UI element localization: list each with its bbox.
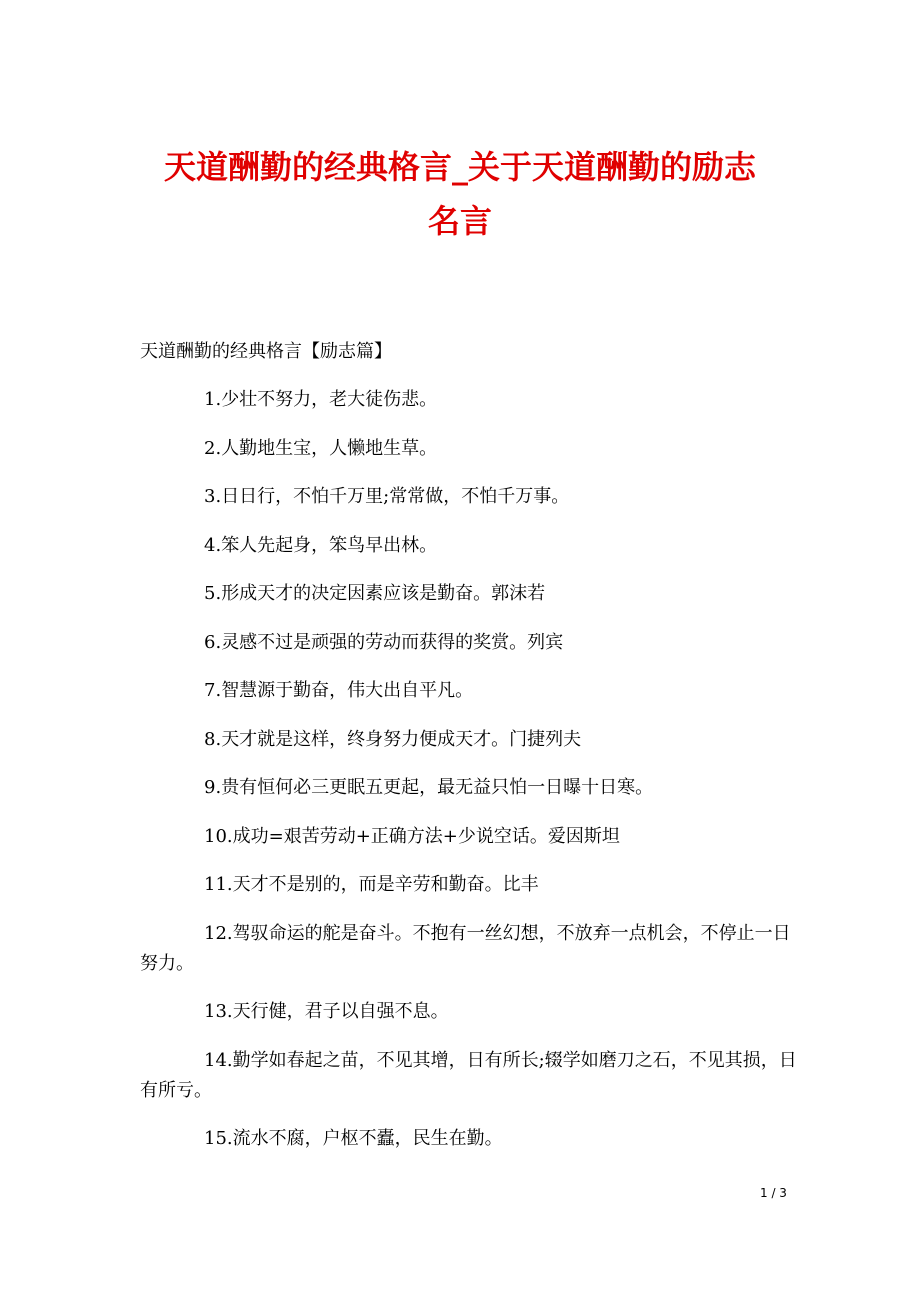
quote-list (140, 385, 800, 1173)
title-line-1: 天道酬勤的经典格言_关于天道酬勤的励志 (163, 148, 756, 186)
quote-item (140, 1124, 800, 1154)
quote-text: 天才不是别的，而是辛劳和勤奋。比丰 (232, 874, 539, 895)
quote-text: 勤学如春起之苗，不见其增，日有所长;辍学如磨刀之石，不见其损，日有所亏。 (140, 1049, 797, 1101)
quote-text: 智慧源于勤奋，伟大出自平凡。 (221, 680, 474, 701)
quote-number: 13. (204, 1001, 233, 1022)
quote-item (140, 773, 800, 803)
quote-item (140, 579, 800, 609)
quote-text: 流水不腐，户枢不蠹，民生在勤。 (232, 1128, 503, 1149)
quote-number: 9. (204, 777, 222, 798)
quote-text: 少壮不努力，老大徒伤悲。 (221, 389, 438, 410)
quote-number: 5. (204, 583, 222, 604)
quote-text: 笨人先起身，笨鸟早出林。 (221, 534, 438, 556)
quote-number: 8. (204, 728, 222, 750)
quote-item (140, 1046, 800, 1106)
quote-item (140, 434, 800, 464)
quote-item (140, 725, 800, 755)
quote-number: 4. (204, 534, 222, 556)
quote-text: 灵感不过是顽强的劳动而获得的奖赏。列宾 (221, 631, 564, 653)
quote-item (140, 676, 800, 706)
quote-text: 驾驭命运的舵是奋斗。不抱有一丝幻想，不放弃一点机会，不停止一日努力。 (140, 922, 791, 974)
quote-item (140, 997, 800, 1027)
quote-item (140, 919, 800, 979)
quote-number: 3. (204, 486, 222, 507)
quote-item (140, 482, 800, 512)
quote-item (140, 870, 800, 900)
quote-text: 形成天才的决定因素应该是勤奋。郭沫若 (221, 583, 546, 604)
quote-text: 天行健，君子以自强不息。 (232, 1001, 449, 1022)
quote-number: 1. (204, 389, 222, 410)
quote-item (140, 822, 800, 852)
quote-text: 人勤地生宝，人懒地生草。 (221, 437, 438, 459)
quote-number: 14. (204, 1049, 233, 1071)
quote-item (140, 531, 800, 561)
page-number: 1 / 3 (760, 1186, 787, 1200)
quote-number: 7. (204, 680, 222, 701)
quote-number: 15. (204, 1128, 233, 1149)
quote-text: 成功=艰苦劳动+正确方法+少说空话。爱因斯坦 (232, 825, 620, 847)
quote-item (140, 628, 800, 658)
quote-item (140, 385, 800, 415)
quote-number: 12. (204, 922, 233, 944)
quote-number: 2. (204, 437, 222, 459)
quote-text: 贵有恒何必三更眠五更起，最无益只怕一日曝十日寒。 (221, 777, 654, 798)
quote-text: 日日行，不怕千万里;常常做，不怕千万事。 (221, 486, 570, 507)
quote-number: 11. (204, 874, 233, 895)
section-heading: 天道酬勤的经典格言【励志篇】 (140, 341, 392, 362)
quote-text: 天才就是这样，终身努力便成天才。门捷列夫 (221, 728, 582, 750)
document-title (120, 140, 800, 248)
quote-number: 6. (204, 631, 222, 653)
quote-number: 10. (204, 825, 233, 847)
title-line-2: 名言 (427, 202, 492, 240)
